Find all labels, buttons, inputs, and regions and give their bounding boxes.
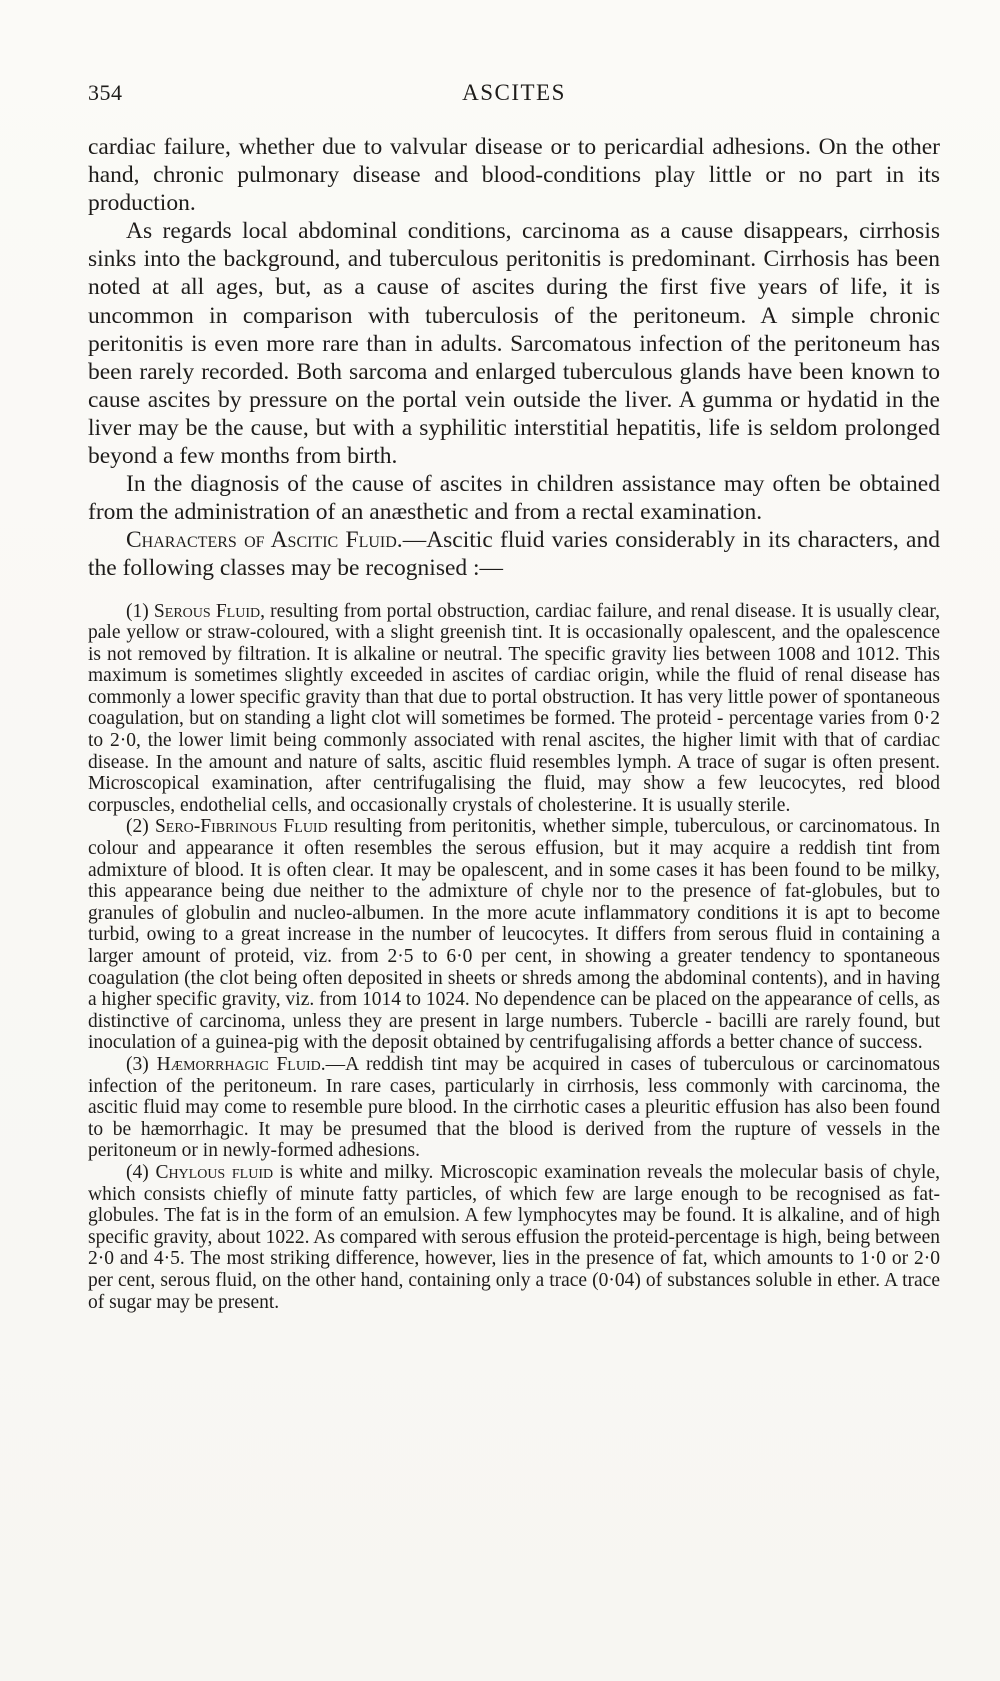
paragraph-continuation	[88, 133, 940, 217]
page-header	[88, 80, 940, 114]
paragraph-text: —Ascitic fluid varies considerably in its characters, and the following classes may be recognised :—	[88, 527, 940, 582]
class-haemorrhagic-fluid	[88, 1054, 940, 1162]
class-number: (4)	[126, 1161, 149, 1183]
running-head: ASCITES	[462, 80, 566, 105]
paragraph-diagnosis	[88, 470, 940, 526]
class-number: (2)	[126, 816, 149, 838]
class-heading: Serous Fluid,	[153, 600, 265, 622]
class-heading: Sero-Fibrinous Fluid	[154, 816, 328, 838]
class-text: resulting from portal obstruction, cardiac failure, and renal disease. It is usually clear, pale yellow or straw-coloured, with a slight greenish tint. It is occasionally opalescent, and the opalescence is not removed by filtration. It is alkaline or neutral. The specific gravity lies between 1008 and 1012. This maximum is sometimes slightly exceeded in ascites of cardiac origin, while the fluid of renal disease has commonly a lower specific gravity than that due to portal obstruction. It has very little power of spontaneous coagulation, but on standing a light clot will sometimes be formed. The proteid - percentage varies from 0·2 to 2·0, the lower limit being commonly associated with renal ascites, the higher limit with that of cardiac disease. In the amount and nature of salts, ascitic fluid resembles lymph. A trace of sugar is often present. Microscopical examination, after centrifugalising the fluid, may show a few leucocytes, red blood corpuscles, endothelial cells, and occasionally crystals of cholesterine. It is usually sterile.	[88, 600, 940, 816]
paragraph-text: In the diagnosis of the cause of ascites in children assistance may often be obtained from the administration of an anæsthetic and from a rectal examination.	[88, 471, 940, 526]
class-heading: Chylous fluid	[155, 1161, 274, 1183]
paragraph-characters	[88, 526, 940, 582]
paragraph-text: As regards local abdominal conditions, carcinoma as a cause disappears, cirrhosis sinks into the background, and tuberculous peritonitis is predominant. Cirrhosis has been noted at all ages, but, as a cause of ascites during the first five years of life, it is uncommon in comparison with tuberculosis of the peritoneum. A simple chronic peritonitis is even more rare than in adults. Sarcomatous infection of the peritoneum has been rarely recorded. Both sarcoma and enlarged tuberculous glands have been known to cause ascites by pressure on the portal vein outside the liver. A gumma or hydatid in the liver may be the cause, but with a syphilitic interstitial hepatitis, life is seldom prolonged beyond a few months from birth.	[88, 218, 940, 470]
class-text: resulting from peritonitis, whether simple, tuberculous, or carcinomatous. In colour and appearance it often resembles the serous effusion, but it may acquire a reddish tint from admixture of blood. It is often clear. It may be opalescent, and in some cases it has been found to be milky, this appearance being due neither to the admixture of chyle nor to the presence of fat-globules, but to granules of globulin and nucleo-albumen. In the more acute inflammatory conditions it is apt to become turbid, owing to a great increase in the number of leucocytes. It differs from serous fluid in containing a larger amount of proteid, viz. from 2·5 to 6·0 per cent, in showing a greater tendency to spontaneous coagulation (the clot being often deposited in sheets or shreds among the abdominal contents), and in having a higher specific gravity, viz. from 1014 to 1024. No dependence can be placed on the appearance of cells, as distinctive of carcinoma, unless they are present in large numbers. Tubercle - bacilli are rarely found, but inoculation of a guinea-pig with the deposit obtained by centrifugalising affords a better chance of success.	[88, 816, 940, 1054]
class-sero-fibrinous-fluid	[88, 816, 940, 1054]
class-text: is white and milky. Microscopic examination reveals the molecular basis of chyle, which consists chiefly of minute fatty particles, of which few are large enough to be recognised as fat-globules. The fat is in the form of an emulsion. A few lymphocytes may be found. It is alkaline, and of high specific gravity, about 1022. As compared with serous effusion the proteid-percentage is high, being between 2·0 and 4·5. The most striking difference, however, lies in the presence of fat, which amounts to 1·0 or 2·0 per cent, serous fluid, on the other hand, containing only a trace (0·04) of substances soluble in ether. A trace of sugar may be present.	[88, 1161, 941, 1313]
class-text: —A reddish tint may be acquired in cases of tuberculous or carcinomatous infection of the peritoneum. In rare cases, particularly in cirrhosis, less commonly with carcinoma, the ascitic fluid may come to resemble pure blood. In the cirrhotic cases a pleuritic effusion has also been found to be hæmorrhagic. It may be presumed that the blood is derived from the rupture of vessels in the peritoneum or in newly-formed adhesions.	[88, 1053, 940, 1162]
page-number: 354	[88, 80, 123, 105]
class-number: (1)	[126, 600, 149, 622]
paragraph-local-conditions	[88, 217, 940, 470]
class-chylous-fluid	[88, 1162, 940, 1313]
fluid-classes	[88, 601, 940, 1314]
main-text	[88, 133, 940, 583]
paragraph-text: cardiac failure, whether due to valvular disease or to pericardial adhesions. On the other hand, chronic pulmonary disease and blood-conditions play little or no part in its production.	[88, 134, 940, 217]
page-body	[88, 133, 940, 1313]
class-heading: Hæmorrhagic Fluid.	[156, 1053, 326, 1075]
class-number: (3)	[126, 1053, 149, 1075]
class-serous-fluid	[88, 601, 940, 817]
section-heading: Characters of Ascitic Fluid.	[126, 527, 403, 554]
